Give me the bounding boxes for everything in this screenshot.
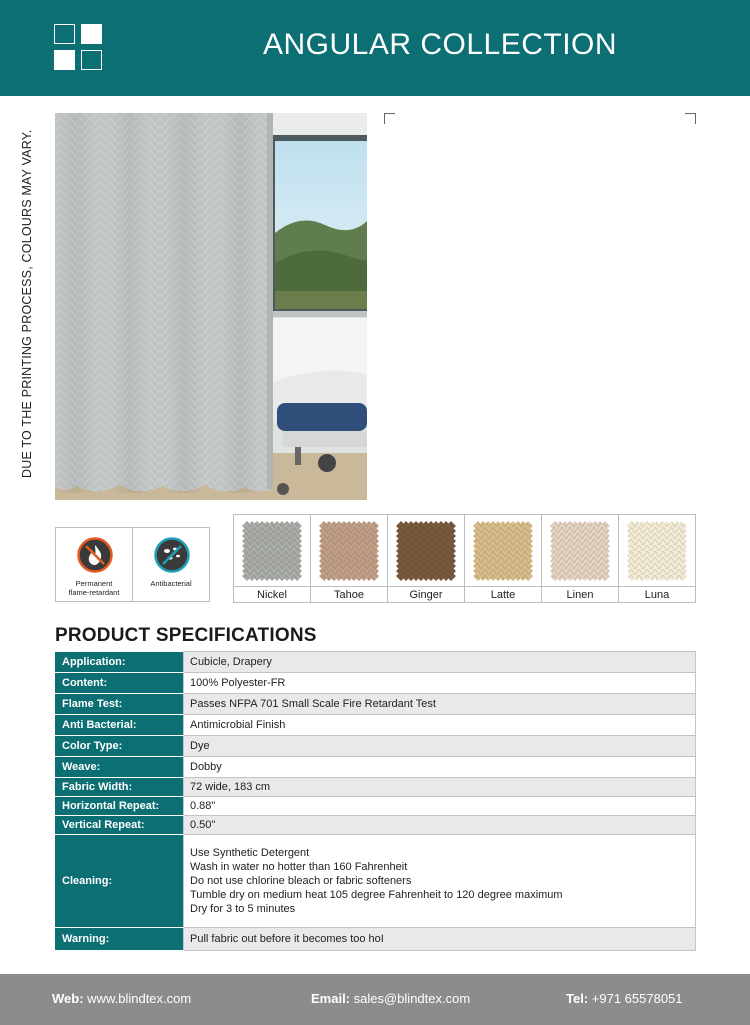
feature-flame-retardant: [56, 528, 132, 601]
footer-phone[interactable]: Tel: +971 65578051: [566, 991, 683, 1006]
footer-web[interactable]: Web: www.blindtex.com: [52, 991, 192, 1006]
swatch-name: Nickel: [234, 586, 310, 603]
spec-value: [184, 673, 696, 694]
footer-bar: [0, 974, 750, 1025]
spec-row: [56, 797, 696, 816]
spec-value: [184, 715, 696, 736]
spec-row: [56, 778, 696, 797]
logo-square-filled: [54, 50, 75, 70]
page-title: ANGULAR COLLECTION: [262, 28, 618, 61]
spec-value: [184, 736, 696, 757]
swatch-nickel[interactable]: [234, 515, 310, 602]
spec-value-line: 72 wide, 183 cm: [190, 781, 271, 793]
spec-value-line: 100% Polyester-FR: [190, 677, 286, 689]
spec-key: Flame Test:: [56, 694, 184, 715]
spec-key: Anti Bacterial:: [56, 715, 184, 736]
spec-value-line: 0.88": [190, 800, 216, 812]
printing-disclaimer: DUE TO THE PRINTING PROCESS, COLOURS MAY VARY.: [20, 129, 34, 478]
antibacterial-icon: [154, 537, 190, 573]
swatch-name: Tahoe: [311, 586, 387, 603]
swatch-chip: [550, 521, 610, 581]
spec-key: Color Type:: [56, 736, 184, 757]
spec-value-line: Wash in water no hotter than 160 Fahrenheit: [190, 861, 408, 873]
feature-antibacterial: [132, 528, 209, 601]
spec-row: [56, 835, 696, 928]
swatch-chip: [627, 521, 687, 581]
spec-value-line: Tumble dry on medium heat 105 degree Fahrenheit to 120 degree maximum: [190, 889, 563, 901]
logo-square-outline: [81, 50, 102, 70]
spec-value-line: Dye: [190, 740, 210, 752]
spec-row: [56, 928, 696, 951]
spec-row: [56, 757, 696, 778]
spec-value-line: Dobby: [190, 761, 222, 773]
spec-row: [56, 694, 696, 715]
spec-value-line: Passes NFPA 701 Small Scale Fire Retardant Test: [190, 698, 436, 710]
spec-row: [56, 652, 696, 673]
spec-value-line: Use Synthetic Detergent: [190, 847, 310, 859]
spec-row: [56, 816, 696, 835]
spec-value-line: Antimicrobial Finish: [190, 719, 286, 731]
spec-value: [184, 928, 696, 951]
swatch-chip: [473, 521, 533, 581]
swatch-tahoe[interactable]: [310, 515, 387, 602]
brand-logo: [54, 24, 104, 72]
spec-value-line: Cubicle, Drapery: [190, 656, 272, 668]
swatch-name: Linen: [542, 586, 618, 603]
spec-key: Warning:: [56, 928, 184, 951]
logo-square-filled: [81, 24, 102, 44]
specs-table: [55, 651, 696, 951]
spec-key: Application:: [56, 652, 184, 673]
crop-mark: [384, 113, 395, 124]
swatch-name: Luna: [619, 586, 695, 603]
swatch-name: Latte: [465, 586, 541, 603]
spec-key: Content:: [56, 673, 184, 694]
header-bar: [0, 0, 750, 96]
spec-key: Vertical Repeat:: [56, 816, 184, 835]
spec-value: [184, 778, 696, 797]
spec-value: [184, 757, 696, 778]
swatch-chip: [396, 521, 456, 581]
no-flame-icon: [77, 537, 113, 573]
spec-key: Weave:: [56, 757, 184, 778]
swatch-chip: [242, 521, 302, 581]
spec-value-line: Dry for 3 to 5 minutes: [190, 903, 296, 915]
logo-square-outline: [54, 24, 75, 44]
product-photo: [55, 113, 367, 500]
color-swatches: [233, 514, 696, 603]
swatch-luna[interactable]: [618, 515, 695, 602]
feature-badges: [55, 527, 210, 602]
spec-row: [56, 736, 696, 757]
spec-value: [184, 816, 696, 835]
spec-key: Horizontal Repeat:: [56, 797, 184, 816]
footer-email[interactable]: Email: sales@blindtex.com: [311, 991, 471, 1006]
spec-value: [184, 835, 696, 928]
spec-row: [56, 673, 696, 694]
spec-value: [184, 652, 696, 673]
swatch-latte[interactable]: [464, 515, 541, 602]
spec-value-line: Do not use chlorine bleach or fabric softeners: [190, 875, 412, 887]
spec-key: Fabric Width:: [56, 778, 184, 797]
feature-label: Permanent flame-retardant: [68, 579, 120, 597]
spec-value: [184, 694, 696, 715]
swatch-ginger[interactable]: [387, 515, 464, 602]
swatch-chip: [319, 521, 379, 581]
spec-value: [184, 797, 696, 816]
spec-key: Cleaning:: [56, 835, 184, 928]
specs-heading: PRODUCT SPECIFICATIONS: [55, 625, 317, 646]
feature-label: Antibacterial: [150, 579, 192, 588]
spec-value-line: 0.50": [190, 819, 216, 831]
crop-mark: [685, 113, 696, 124]
spec-value-line: Pull fabric out before it becomes too hoI: [190, 933, 384, 945]
swatch-linen[interactable]: [541, 515, 618, 602]
swatch-name: Ginger: [388, 586, 464, 603]
spec-row: [56, 715, 696, 736]
